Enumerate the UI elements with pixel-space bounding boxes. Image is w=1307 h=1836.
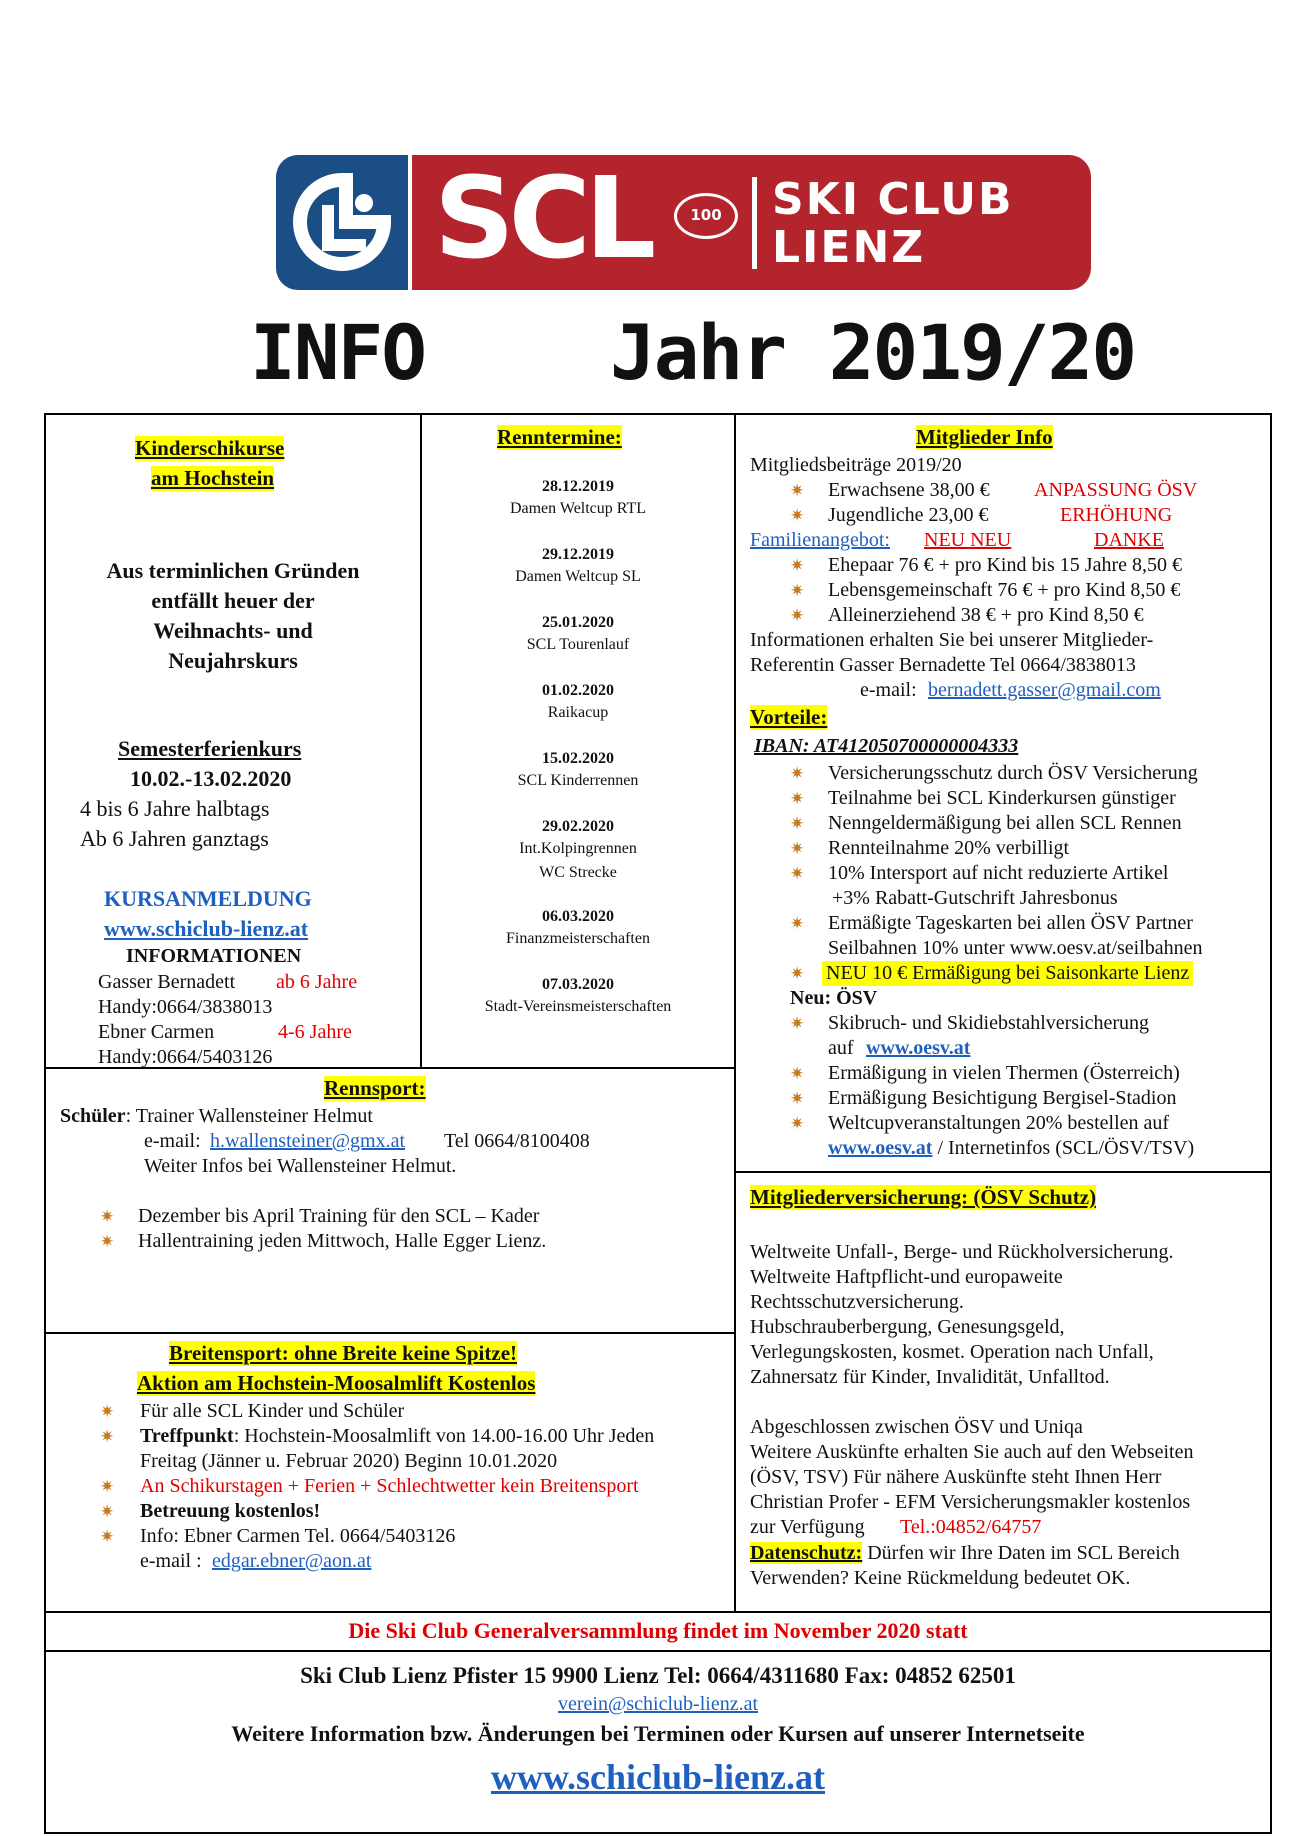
grid-h4 (44, 1611, 1272, 1613)
race-event (424, 544, 732, 612)
breiten-alle: Für alle SCL Kinder und Schüler (140, 1400, 405, 1422)
rennsport-email-link[interactable]: h.wallensteiner@gmx.at (210, 1130, 406, 1152)
datenschutz-text-2: Verwenden? Keine Rückmeldung bedeutet OK. (750, 1567, 1131, 1589)
benefit-item (790, 786, 1260, 811)
neu-10-euro: NEU 10 € Ermäßigung bei Saisonkarte Lienz (822, 961, 1193, 986)
notice-line: Aus terminlichen Gründen (106, 558, 360, 583)
race-date: 01.02.2020 (542, 682, 614, 699)
versicherung-text-1 (750, 1240, 1173, 1390)
fee-youth: Jugendliche 23,00 € (828, 504, 989, 526)
footer-email-wrap (44, 1692, 1272, 1717)
text-line: (ÖSV, TSV) Für nähere Auskünfte steht Ihnen Herr (750, 1466, 1162, 1488)
bullet-star-icon: ✷ (790, 789, 805, 808)
race-event (424, 680, 732, 748)
grid-h2 (44, 1332, 736, 1334)
benefit-text: 10% Intersport auf nicht reduzierte Artikel (828, 862, 1169, 884)
tageskarten-1: Ermäßigte Tageskarten bei allen ÖSV Partner (828, 912, 1193, 934)
contact-2-phone: Handy:0664/5403126 (98, 1046, 273, 1068)
rennsport-weiter: Weiter Infos bei Wallensteiner Helmut. (144, 1155, 457, 1177)
rennsport-item-2: Hallentraining jeden Mittwoch, Halle Egger Lienz. (138, 1230, 547, 1252)
bullet-star-icon: ✷ (100, 1427, 115, 1446)
grid-bottom (44, 1832, 1272, 1834)
oesv-link[interactable]: www.oesv.at (866, 1037, 971, 1059)
erhoehung: ERHÖHUNG (1060, 504, 1173, 526)
bullet-star-icon: ✷ (100, 1477, 115, 1496)
treffpunkt-label: Treffpunkt (140, 1425, 234, 1447)
rennsport-email-label: e-mail: (144, 1130, 201, 1152)
race-event (424, 476, 732, 544)
footer-email-link[interactable]: verein@schiclub-lienz.at (558, 1693, 758, 1715)
versicherung-tel: Tel.:04852/64757 (900, 1516, 1042, 1538)
race-event (424, 816, 732, 906)
logo-emblem-icon (276, 155, 408, 290)
semester-age-2: Ab 6 Jahren ganztags (80, 826, 269, 851)
kinder-heading-1: Kinderschikurse (135, 436, 285, 460)
verfuegung: zur Verfügung (750, 1516, 865, 1538)
renn-list (424, 476, 732, 1042)
semester-dates: 10.02.-13.02.2020 (130, 766, 292, 791)
race-date: 29.12.2019 (542, 546, 614, 563)
rennsport-tel: Tel 0664/8100408 (444, 1130, 590, 1152)
iban: IBAN: AT412050700000004333 (754, 735, 1019, 757)
datenschutz-text: Dürfen wir Ihre Daten im SCL Bereich (862, 1542, 1180, 1564)
bullet-star-icon: ✷ (790, 1089, 805, 1108)
schueler-line (60, 1104, 373, 1129)
text-line: Hubschrauberbergung, Genesungsgeld, (750, 1316, 1065, 1338)
bullet-star-icon: ✷ (790, 764, 805, 783)
versicherung-text-2 (750, 1415, 1193, 1515)
familie-danke: DANKE (1094, 529, 1164, 551)
bullet-star-icon: ✷ (790, 1064, 805, 1083)
bullet-star-icon: ✷ (790, 839, 805, 858)
breiten-schikurs: An Schikurstagen + Ferien + Schlechtwetter kein Breitensport (140, 1475, 639, 1497)
kursanmeldung: KURSANMELDUNG (104, 886, 312, 911)
breiten-heading-2: Aktion am Hochstein-Moosalmlift Kostenlos (137, 1371, 536, 1395)
notice-line: entfällt heuer der (151, 588, 315, 613)
race-name: Raikacup (547, 704, 609, 721)
contact-1-age: ab 6 Jahre (276, 971, 358, 993)
grid-h5 (44, 1650, 1272, 1652)
versicherung-heading: Mitgliederversicherung: (ÖSV Schutz) (750, 1185, 1097, 1209)
datenschutz-line (750, 1541, 1180, 1566)
text-line: Weltweite Haftpflicht-und europaweite (750, 1266, 1063, 1288)
treffpunkt: : Hochstein-Moosalmlift von 14.00-16.00 Uhr Jeden (233, 1425, 655, 1447)
text-line: Zahnersatz für Kinder, Invalidität, Unfalltod. (750, 1366, 1110, 1388)
footer-weitere: Weitere Information bzw. Änderungen bei Terminen oder Kursen auf unserer Internetseite (231, 1721, 1085, 1746)
auf: auf (828, 1037, 854, 1059)
internetinfos: / Internetinfos (SCL/ÖSV/TSV) (932, 1137, 1195, 1159)
race-date: 06.03.2020 (542, 908, 614, 925)
mitglieder-email-link[interactable]: bernadett.gasser@gmail.com (928, 679, 1161, 701)
skibruch: Skibruch- und Skidiebstahlversicherung (828, 1012, 1150, 1034)
grid-col1 (420, 413, 422, 1069)
race-name: Int.Kolpingrennen (519, 840, 637, 857)
race-date: 25.01.2020 (542, 614, 614, 631)
benefit-text: Nenngeldermäßigung bei allen SCL Rennen (828, 812, 1182, 834)
breiten-email-link[interactable]: edgar.ebner@aon.at (212, 1550, 372, 1572)
race-event (424, 906, 732, 974)
bullet-star-icon: ✷ (790, 1114, 805, 1133)
mitglieder-heading: Mitglieder Info (916, 425, 1053, 449)
bullet-star-icon: ✷ (790, 914, 805, 933)
logo-divider (752, 177, 757, 269)
race-name: Damen Weltcup RTL (509, 500, 647, 517)
title-info: INFO (250, 308, 426, 397)
rabatt: +3% Rabatt-Gutschrift Jahresbonus (832, 887, 1118, 909)
familie: Familienangebot: (750, 529, 890, 551)
race-event (424, 612, 732, 680)
contact-1-name: Gasser Bernadett (98, 971, 236, 993)
lebensgemeinschaft: Lebensgemeinschaft 76 € + pro Kind 8,50 € (828, 579, 1181, 601)
beitraege: Mitgliedsbeiträge 2019/20 (750, 454, 962, 476)
contact-2-name: Ebner Carmen (98, 1021, 215, 1043)
bullet-star-icon: ✷ (100, 1207, 115, 1226)
bullet-star-icon: ✷ (790, 506, 805, 525)
bullet-star-icon: ✷ (790, 814, 805, 833)
rennsport-heading: Rennsport: (324, 1076, 426, 1100)
text-line: Weitere Auskünfte erhalten Sie auch auf den Webseiten (750, 1441, 1194, 1463)
text-line: Weltweite Unfall-, Berge- und Rückholversicherung. (750, 1241, 1174, 1263)
text-line: Christian Profer - EFM Versicherungsmakler kostenlos (750, 1491, 1191, 1513)
renn-heading: Renntermine: (497, 425, 622, 449)
breiten-info: Info: Ebner Carmen Tel. 0664/5403126 (140, 1525, 456, 1547)
oesv-link-2[interactable]: www.oesv.at (828, 1137, 933, 1159)
bullet-star-icon: ✷ (790, 964, 805, 983)
tageskarten-2: Seilbahnen 10% unter www.oesv.at/seilbahnen (828, 937, 1203, 959)
race-name: SCL Tourenlauf (526, 636, 630, 653)
semester-age-1: 4 bis 6 Jahre halbtags (80, 796, 270, 821)
contact-2-age: 4-6 Jahre (278, 1021, 352, 1043)
grid-col2 (734, 413, 736, 1613)
footer-web-wrap (44, 1755, 1272, 1799)
email-label: e-mail: (860, 679, 917, 701)
vorteile-heading: Vorteile: (750, 705, 828, 729)
bullet-star-icon: ✷ (790, 581, 805, 600)
bullet-star-icon: ✷ (100, 1232, 115, 1251)
weltcup: Weltcupveranstaltungen 20% bestellen auf (828, 1112, 1170, 1134)
kinder-notice (50, 556, 416, 676)
bullet-star-icon: ✷ (790, 556, 805, 575)
text-line: Abgeschlossen zwischen ÖSV und Uniqa (750, 1416, 1083, 1438)
datenschutz-label: Datenschutz: (750, 1542, 863, 1564)
race-date: 28.12.2019 (542, 478, 614, 495)
race-event (424, 974, 732, 1042)
text-line: Rechtsschutzversicherung. (750, 1291, 964, 1313)
logo-ski-club: SKI CLUB (772, 174, 1014, 225)
logo-anniversary-badge: 100 (674, 193, 738, 239)
bullet-star-icon: ✷ (790, 481, 805, 500)
footer-web-link[interactable]: www.schiclub-lienz.at (490, 1757, 825, 1797)
race-event (424, 748, 732, 816)
breiten-freitag: Freitag (Jänner u. Februar 2020) Beginn 10.01.2020 (140, 1450, 558, 1472)
race-date: 29.02.2020 (542, 818, 614, 835)
kinder-heading-2: am Hochstein (151, 466, 275, 490)
logo-scl: SCL (434, 154, 651, 284)
club-logo (276, 155, 1091, 290)
ehepaar: Ehepaar 76 € + pro Kind bis 15 Jahre 8,50 € (828, 554, 1182, 576)
benefit-item (790, 761, 1260, 786)
footer-address: Ski Club Lienz Pfister 15 9900 Lienz Tel: 0664/4311680 Fax: 04852 62501 (300, 1663, 1016, 1688)
benefit-item (790, 811, 1260, 836)
fee-adults: Erwachsene 38,00 € (828, 479, 990, 501)
familie-neu: NEU NEU (924, 529, 1012, 551)
bullet-star-icon: ✷ (790, 606, 805, 625)
benefit-item (790, 861, 1260, 886)
notice-line: Weihnachts- und (153, 618, 313, 643)
breiten-betreuung: Betreuung kostenlos! (140, 1500, 321, 1522)
treffpunkt-line (140, 1424, 654, 1449)
rennsport-item-1: Dezember bis April Training für den SCL – Kader (138, 1205, 540, 1227)
neu-oesv: Neu: ÖSV (790, 987, 878, 1009)
logo-lienz: LIENZ (772, 222, 926, 273)
info-line-2: Referentin Gasser Bernadette Tel 0664/3838013 (750, 654, 1136, 676)
benefit-text: Rennteilnahme 20% verbilligt (828, 837, 1070, 859)
logo-wordmark (412, 155, 1091, 290)
info-line-1: Informationen erhalten Sie bei unserer Mitglieder- (750, 629, 1154, 651)
bullet-star-icon: ✷ (790, 864, 805, 883)
benefit-item (790, 836, 1260, 861)
benefit-list (790, 761, 1260, 886)
schueler: Schüler (60, 1105, 126, 1127)
kinder-web-link[interactable]: www.schiclub-lienz.at (104, 916, 309, 941)
bullet-star-icon: ✷ (100, 1402, 115, 1421)
notice-line: Neujahrskurs (168, 648, 298, 673)
grid-h3 (734, 1171, 1272, 1173)
breiten-email-label: e-mail : (140, 1550, 202, 1572)
general-assembly: Die Ski Club Generalversammlung findet im November 2020 statt (348, 1618, 968, 1643)
text-line: Verlegungskosten, kosmet. Operation nach Unfall, (750, 1341, 1154, 1363)
race-name: SCL Kinderrennen (517, 772, 639, 789)
trainer: : Trainer Wallensteiner Helmut (125, 1105, 373, 1127)
race-date: 15.02.2020 (542, 750, 614, 767)
bergisel: Ermäßigung Besichtigung Bergisel-Stadion (828, 1087, 1177, 1109)
semester-heading: Semesterferienkurs (118, 736, 302, 761)
kinder-informationen: INFORMATIONEN (126, 945, 302, 967)
race-name: Stadt-Vereinsmeisterschaften (484, 998, 672, 1015)
bullet-star-icon: ✷ (790, 1014, 805, 1033)
benefit-text: Versicherungsschutz durch ÖSV Versicherung (828, 762, 1198, 784)
bullet-star-icon: ✷ (100, 1527, 115, 1546)
contact-1-phone: Handy:0664/3838013 (98, 996, 273, 1018)
renn-extra: WC Strecke (539, 864, 617, 881)
grid-top (44, 413, 1272, 415)
benefit-text: Teilnahme bei SCL Kinderkursen günstiger (828, 787, 1176, 809)
thermen: Ermäßigung in vielen Thermen (Österreich) (828, 1062, 1180, 1084)
weltcup-line-2 (828, 1136, 1194, 1161)
breiten-heading-1: Breitensport: ohne Breite keine Spitze! (169, 1341, 518, 1365)
alleinerziehend: Alleinerziehend 38 € + pro Kind 8,50 € (828, 604, 1144, 626)
bullet-star-icon: ✷ (100, 1502, 115, 1521)
race-name: Finanzmeisterschaften (506, 930, 650, 947)
title-year: Jahr 2019/20 (610, 308, 1136, 397)
race-date: 07.03.2020 (542, 976, 614, 993)
anpassung: ANPASSUNG ÖSV (1034, 479, 1198, 501)
race-name: Damen Weltcup SL (515, 568, 641, 585)
